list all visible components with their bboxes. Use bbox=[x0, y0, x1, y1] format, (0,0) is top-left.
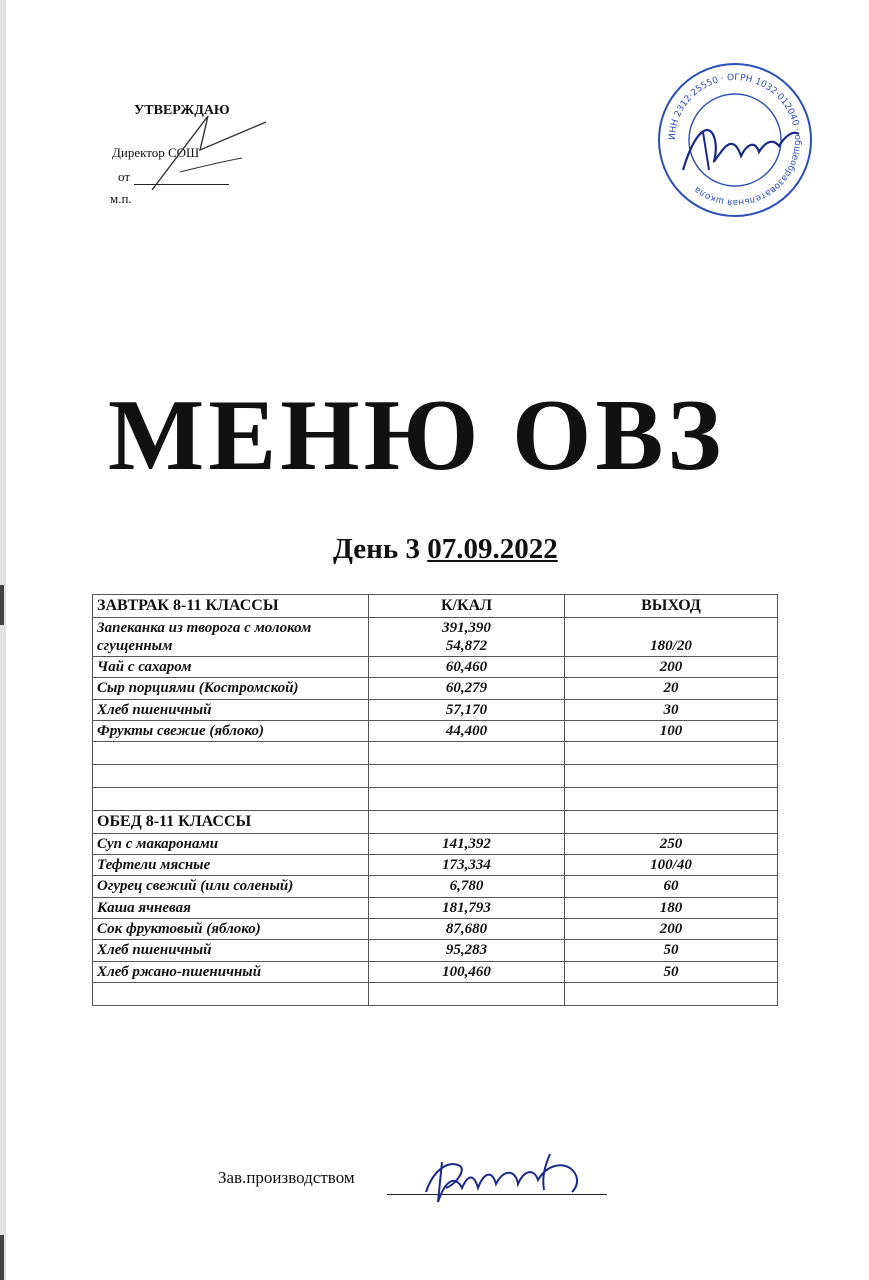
director-signature bbox=[150, 112, 270, 192]
column-kcal: К/КАЛ bbox=[369, 595, 565, 618]
table-row bbox=[93, 833, 778, 854]
empty-row bbox=[93, 765, 778, 788]
lunch-title: ОБЕД 8-11 КЛАССЫ bbox=[93, 811, 369, 834]
table-row bbox=[93, 657, 778, 678]
dish-name: Тефтели мясные bbox=[93, 855, 369, 876]
page-title: МЕНЮ ОВЗ bbox=[108, 379, 726, 492]
footer-label: Зав.производством bbox=[218, 1168, 355, 1187]
table-row bbox=[93, 855, 778, 876]
dish-output: 180/20 bbox=[565, 617, 778, 657]
table-row bbox=[93, 897, 778, 918]
dish-kcal: 141,392 bbox=[369, 833, 565, 854]
dish-kcal: 95,283 bbox=[369, 940, 565, 961]
dish-kcal: 173,334 bbox=[369, 855, 565, 876]
dish-output: 200 bbox=[565, 919, 778, 940]
dish-output: 50 bbox=[565, 940, 778, 961]
scan-edge bbox=[0, 0, 6, 1280]
table-row bbox=[93, 919, 778, 940]
table-row bbox=[93, 876, 778, 897]
table-row bbox=[93, 721, 778, 742]
breakfast-title: ЗАВТРАК 8-11 КЛАССЫ bbox=[93, 595, 369, 618]
stamp-signature bbox=[683, 130, 799, 170]
dish-kcal: 44,400 bbox=[369, 721, 565, 742]
dish-name: Запеканка из творога с молоком сгущенным bbox=[93, 617, 369, 657]
manager-signature bbox=[420, 1148, 590, 1208]
stamp-text: ИНН 2312·25550 · ОГРН 1032·012040 · общеобразовательная школа bbox=[667, 72, 803, 208]
table-row bbox=[93, 617, 778, 657]
dish-output: 180 bbox=[565, 897, 778, 918]
dish-name: Сыр порциями (Костромской) bbox=[93, 678, 369, 699]
dish-kcal: 87,680 bbox=[369, 919, 565, 940]
dish-kcal-value: 391,390 bbox=[442, 619, 491, 636]
dish-name: Огурец свежий (или соленый) bbox=[93, 876, 369, 897]
column-output: ВЫХОД bbox=[565, 595, 778, 618]
approval-from: от bbox=[118, 169, 131, 184]
dish-name: Сок фруктовый (яблоко) bbox=[93, 919, 369, 940]
dish-output: 100 bbox=[565, 721, 778, 742]
scan-edge-mark bbox=[0, 585, 4, 625]
dish-name: Хлеб ржано-пшеничный bbox=[93, 961, 369, 982]
lunch-header-row bbox=[93, 811, 778, 834]
table-row bbox=[93, 940, 778, 961]
dish-output: 200 bbox=[565, 657, 778, 678]
dish-kcal: 60,460 bbox=[369, 657, 565, 678]
dish-output: 100/40 bbox=[565, 855, 778, 876]
day-label: День 3 bbox=[333, 533, 420, 565]
dish-name: Суп с макаронами bbox=[93, 833, 369, 854]
dish-output: 250 bbox=[565, 833, 778, 854]
table-row bbox=[93, 961, 778, 982]
approval-mp: м.п. bbox=[110, 191, 132, 206]
dish-kcal bbox=[369, 617, 565, 657]
table-row bbox=[93, 699, 778, 720]
dish-output: 30 bbox=[565, 699, 778, 720]
approval-director: Директор СОШ bbox=[112, 145, 200, 160]
dish-output: 60 bbox=[565, 876, 778, 897]
dish-kcal: 57,170 bbox=[369, 699, 565, 720]
menu-table bbox=[92, 594, 778, 1006]
dish-kcal: 60,279 bbox=[369, 678, 565, 699]
dish-kcal: 100,460 bbox=[369, 961, 565, 982]
dish-name: Хлеб пшеничный bbox=[93, 699, 369, 720]
dish-kcal: 181,793 bbox=[369, 897, 565, 918]
official-stamp bbox=[655, 60, 815, 220]
approval-title: УТВЕРЖДАЮ bbox=[134, 103, 230, 118]
dish-output: 20 bbox=[565, 678, 778, 699]
empty-row bbox=[93, 982, 778, 1005]
empty-row bbox=[93, 788, 778, 811]
dish-kcal-value: 54,872 bbox=[445, 637, 488, 654]
dish-name: Хлеб пшеничный bbox=[93, 940, 369, 961]
dish-name: Фрукты свежие (яблоко) bbox=[93, 721, 369, 742]
table-header-row bbox=[93, 595, 778, 618]
dish-output: 50 bbox=[565, 961, 778, 982]
scan-edge-mark bbox=[0, 1235, 4, 1280]
dish-name: Чай с сахаром bbox=[93, 657, 369, 678]
table-row bbox=[93, 678, 778, 699]
day-heading bbox=[333, 533, 558, 566]
empty-row bbox=[93, 742, 778, 765]
dish-name: Каша ячневая bbox=[93, 897, 369, 918]
day-date: 07.09.2022 bbox=[427, 533, 558, 565]
dish-kcal: 6,780 bbox=[369, 876, 565, 897]
